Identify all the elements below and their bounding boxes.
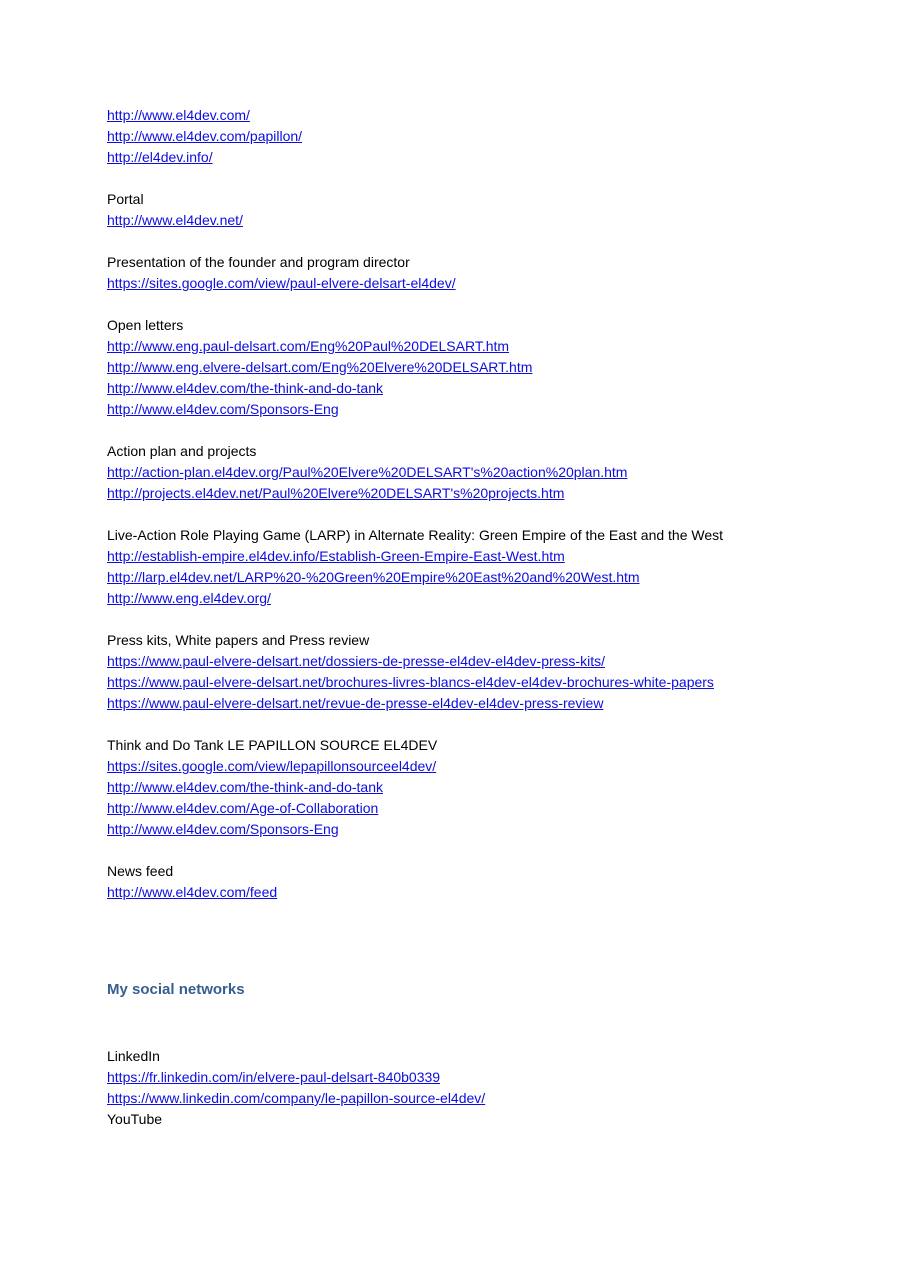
social-groups bbox=[107, 1046, 825, 1130]
social-group-label-linkedin: LinkedIn bbox=[107, 1048, 160, 1064]
hyperlink[interactable]: https://www.paul-elvere-delsart.net/dossiers-de-presse-el4dev-el4dev-press-kits/ bbox=[107, 653, 605, 669]
section-think-do-tank bbox=[107, 735, 825, 840]
hyperlink[interactable]: https://sites.google.com/view/lepapillonsourceel4dev/ bbox=[107, 758, 437, 774]
hyperlink[interactable]: http://establish-empire.el4dev.info/Establish-Green-Empire-East-West.htm bbox=[107, 548, 565, 564]
hyperlink[interactable]: http://www.el4dev.com/Age-of-Collaboration bbox=[107, 800, 379, 816]
social-group-label-youtube: YouTube bbox=[107, 1111, 163, 1127]
hyperlink[interactable]: http://projects.el4dev.net/Paul%20Elvere%20DELSART's%20projects.htm bbox=[107, 485, 565, 501]
section-press-kits bbox=[107, 630, 825, 714]
section-top-links bbox=[107, 105, 825, 168]
hyperlink[interactable]: http://www.el4dev.com/papillon/ bbox=[107, 128, 303, 144]
section-label: Open letters bbox=[107, 317, 184, 333]
section-label: Action plan and projects bbox=[107, 443, 257, 459]
hyperlink[interactable]: http://larp.el4dev.net/LARP%20-%20Green%20Empire%20East%20and%20West.htm bbox=[107, 569, 640, 585]
section-action-plan bbox=[107, 441, 825, 504]
hyperlink[interactable]: https://www.linkedin.com/company/le-papillon-source-el4dev/ bbox=[107, 1090, 486, 1106]
hyperlink[interactable]: https://sites.google.com/view/paul-elvere-delsart-el4dev/ bbox=[107, 275, 456, 291]
section-label: Think and Do Tank LE PAPILLON SOURCE EL4DEV bbox=[107, 737, 438, 753]
section-portal bbox=[107, 189, 825, 231]
section-label: Portal bbox=[107, 191, 144, 207]
hyperlink[interactable]: http://www.el4dev.com/feed bbox=[107, 884, 278, 900]
hyperlink[interactable]: http://www.el4dev.com/ bbox=[107, 107, 250, 123]
section-open-letters bbox=[107, 315, 825, 420]
section-news-feed bbox=[107, 861, 825, 903]
hyperlink[interactable]: http://www.el4dev.net/ bbox=[107, 212, 243, 228]
section-label: News feed bbox=[107, 863, 174, 879]
hyperlink[interactable]: http://www.eng.el4dev.org/ bbox=[107, 590, 271, 606]
section-label: Live-Action Role Playing Game (LARP) in Alternate Reality: Green Empire of the East and the West bbox=[107, 527, 724, 543]
hyperlink[interactable]: https://www.paul-elvere-delsart.net/revue-de-presse-el4dev-el4dev-press-review bbox=[107, 695, 604, 711]
section-label: Presentation of the founder and program director bbox=[107, 254, 410, 270]
hyperlink[interactable]: http://www.eng.elvere-delsart.com/Eng%20Elvere%20DELSART.htm bbox=[107, 359, 533, 375]
hyperlink[interactable]: https://www.paul-elvere-delsart.net/brochures-livres-blancs-el4dev-el4dev-brochures-white-papers bbox=[107, 674, 714, 690]
section-larp bbox=[107, 525, 825, 609]
hyperlink[interactable]: http://www.el4dev.com/Sponsors-Eng bbox=[107, 821, 339, 837]
social-networks-heading: My social networks bbox=[107, 981, 245, 998]
section-presentation bbox=[107, 252, 825, 294]
hyperlink[interactable]: http://www.eng.paul-delsart.com/Eng%20Paul%20DELSART.htm bbox=[107, 338, 510, 354]
hyperlink[interactable]: http://www.el4dev.com/the-think-and-do-tank bbox=[107, 779, 383, 795]
hyperlink[interactable]: https://fr.linkedin.com/in/elvere-paul-delsart-840b0339 bbox=[107, 1069, 441, 1085]
hyperlink[interactable]: http://www.el4dev.com/Sponsors-Eng bbox=[107, 401, 339, 417]
section-label: Press kits, White papers and Press review bbox=[107, 632, 370, 648]
hyperlink[interactable]: http://action-plan.el4dev.org/Paul%20Elvere%20DELSART's%20action%20plan.htm bbox=[107, 464, 628, 480]
hyperlink[interactable]: http://www.el4dev.com/the-think-and-do-tank bbox=[107, 380, 383, 396]
hyperlink[interactable]: http://el4dev.info/ bbox=[107, 149, 213, 165]
